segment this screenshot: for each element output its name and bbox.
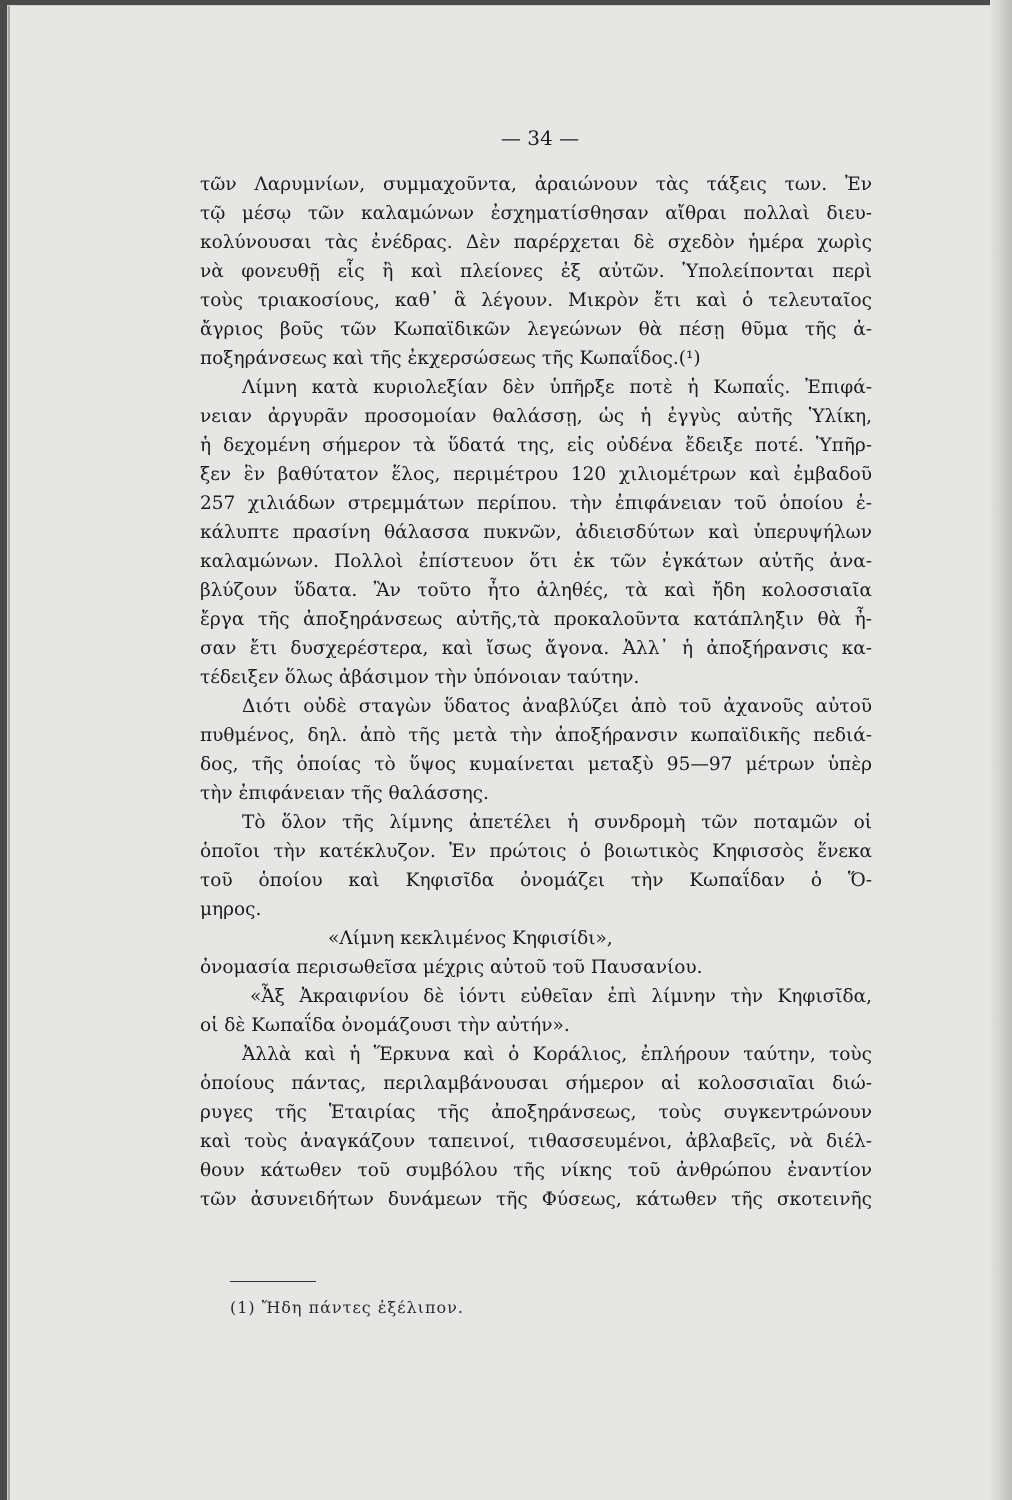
text-line: Τὸ ὅλον τῆς λίμνης ἀπετέλει ἡ συνδρομὴ τῶν ποταμῶν οἱ [242, 812, 872, 833]
facing-page-edge [990, 0, 1012, 1500]
text-line: τῶν ἀσυνειδήτων δυνάμεων τῆς Φύσεως, κάτωθεν τῆς σκοτεινῆς [200, 1189, 872, 1210]
text-line: καλαμώνων. Πολλοὶ ἐπίστευον ὅτι ἐκ τῶν ἐγκάτων αὐτῆς ἀνα- [200, 551, 872, 572]
footnote-rule [230, 1281, 316, 1282]
text-line: πυθμένος, δηλ. ἀπὸ τῆς μετὰ τὴν ἀποξήρανσιν κωπαϊδικῆς πεδιά- [200, 725, 872, 746]
text-line: τοὺς τριακοσίους, καθ᾽ ἃ λέγουν. Μικρὸν ἔτι καὶ ὁ τελευταῖος [200, 290, 872, 311]
text-line: Ἀλλὰ καὶ ἡ Ἕρκυνα καὶ ὁ Κοράλιος, ἐπλήρουν ταύτην, τοὺς [242, 1044, 872, 1065]
quote-line: «Ἆξ Ἀκραιφνίου δὲ ἰόντι εὐθεῖαν ἐπὶ λίμνην τὴν Κηφισῖδα, [250, 986, 872, 1007]
text-line: κάλυπτε πρασίνη θάλασσα πυκνῶν, ἀδιεισδύτων καὶ ὑπερυψήλων [200, 522, 872, 543]
text-line: βλύζουν ὕδατα. Ἂν τοῦτο ἦτο ἀληθές, τὰ καὶ ἤδη κολοσσιαῖα [200, 580, 872, 601]
footnote: (1) Ἤδη πάντες ἐξέλιπον. [230, 1298, 464, 1317]
text-line: κολύνουσαι τὰς ἐνέδρας. Δὲν παρέρχεται δὲ σχεδὸν ἡμέρα χωρὶς [200, 232, 872, 253]
text-line: ποξηράνσεως καὶ τῆς ἐκχερσώσεως τῆς Κωπαΐδος.(¹) [200, 348, 701, 369]
text-line: 257 χιλιάδων στρεμμάτων περίπου. τὴν ἐπιφάνειαν τοῦ ὁποίου ἐ- [200, 493, 872, 514]
text-line: ρυγες τῆς Ἑταιρίας τῆς ἀποξηράνσεως, τοὺς συγκεντρώνουν [200, 1102, 872, 1123]
text-line: δος, τῆς ὁποίας τὸ ὕψος κυμαίνεται μεταξὺ 95—97 μέτρων ὑπὲρ [200, 754, 872, 775]
text-line: τῶν Λαρυμνίων, συμμαχοῦντα, ἀραιώνουν τὰς τάξεις των. Ἐν [200, 174, 872, 195]
text-line: ὁποῖοι τὴν κατέκλυζον. Ἐν πρώτοις ὁ βοιωτικὸς Κηφισσὸς ἕνεκα [200, 841, 872, 862]
text-line: ἡ δεχομένη σήμερον τὰ ὕδατά της, εἰς οὐδένα ἔδειξε ποτέ. Ὑπῆρ- [200, 435, 872, 456]
text-line: τοῦ ὁποίου καὶ Κηφισῖδα ὀνομάζει τὴν Κωπαΐδαν ὁ Ὅ- [200, 870, 872, 891]
quote-line: «Λίμνη κεκλιμένος Κηφισίδι», [328, 928, 613, 949]
text-line: θουν κάτωθεν τοῦ συμβόλου τῆς νίκης τοῦ ἀνθρώπου ἐναντίον [200, 1160, 872, 1181]
text-line: νὰ φονευθῇ εἷς ἢ καὶ πλείονες ἐξ αὐτῶν. Ὑπολείπονται περὶ [200, 261, 872, 282]
text-line: μηρος. [200, 899, 262, 920]
text-line: σαν ἔτι δυσχερέστερα, καὶ ἴσως ἄγονα. Ἀλλ᾽ ἡ ἀποξήρανσις κα- [200, 638, 872, 659]
text-line: Διότι οὐδὲ σταγὼν ὕδατος ἀναβλύζει ἀπὸ τοῦ ἀχανοῦς αὐτοῦ [242, 696, 872, 717]
text-line: ὁποίους πάντας, περιλαμβάνουσαι σήμερον αἱ κολοσσιαῖαι διώ- [200, 1073, 872, 1094]
text-line: ξεν ἓν βαθύτατον ἕλος, περιμέτρου 120 χιλιομέτρων καὶ ἐμβαδοῦ [200, 464, 872, 485]
text-line: τέδειξεν ὅλως ἀβάσιμον τὴν ὑπόνοιαν ταύτην. [200, 667, 640, 688]
text-line: ἄγριος βοῦς τῶν Κωπαϊδικῶν λεγεώνων θὰ πέσῃ θῦμα τῆς ἀ- [200, 319, 872, 340]
text-line: Λίμνη κατὰ κυριολεξίαν δὲν ὑπῆρξε ποτὲ ἡ Κωπαΐς. Ἐπιφά- [242, 377, 872, 398]
text-line: τὴν ἐπιφάνειαν τῆς θαλάσσης. [200, 783, 489, 804]
text-line: ὀνομασία περισωθεῖσα μέχρις αὐτοῦ τοῦ Παυσανίου. [200, 957, 703, 978]
text-line: νειαν ἀργυρᾶν προσομοίαν θαλάσσῃ, ὡς ἡ ἐγγὺς αὐτῆς Ὑλίκη, [200, 406, 872, 427]
page-number: — 34 — [500, 126, 580, 150]
text-line: ἔργα τῆς ἀποξηράνσεως αὐτῆς,τὰ προκαλοῦντα κατάπληξιν θὰ ἦ- [200, 609, 872, 630]
body-text [200, 170, 872, 1214]
text-line: καὶ τοὺς ἀναγκάζουν ταπεινοί, τιθασσευμένοι, ἀβλαβεῖς, νὰ διέλ- [200, 1131, 872, 1152]
quote-line: οἱ δὲ Κωπαΐδα ὀνομάζουσι τὴν αὐτήν». [200, 1015, 570, 1036]
text-line: τῷ μέσῳ τῶν καλαμώνων ἐσχηματίσθησαν αἴθραι πολλαὶ διευ- [200, 203, 872, 224]
